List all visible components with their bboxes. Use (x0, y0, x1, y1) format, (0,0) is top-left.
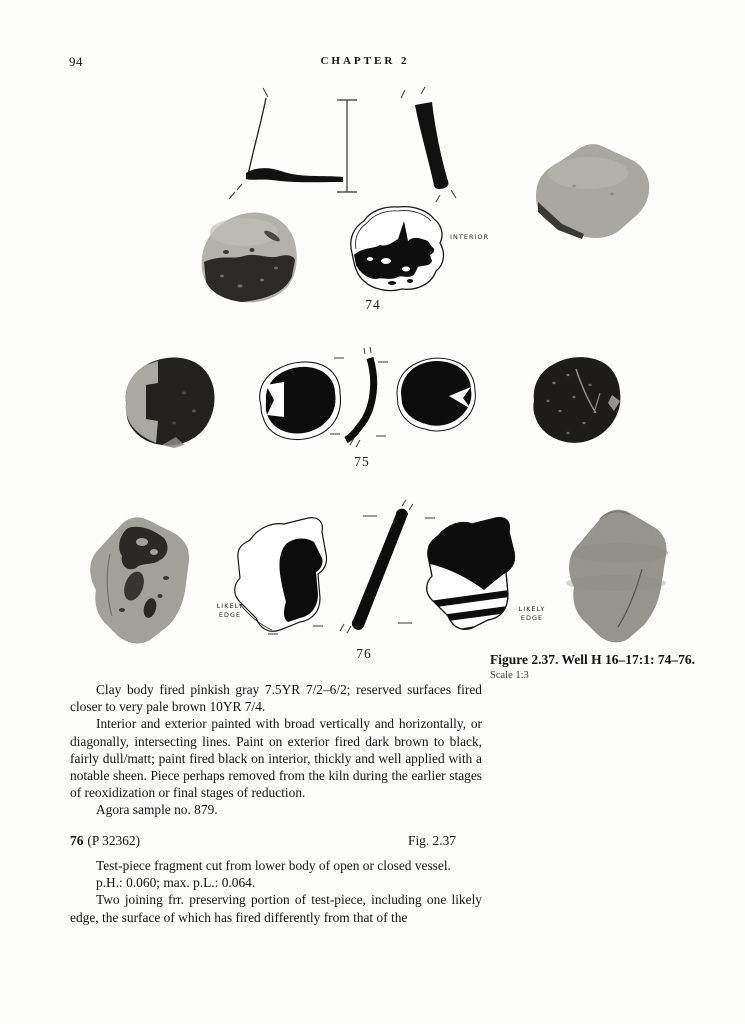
entry-paragraph-1: Test-piece fragment cut from lower body of open or closed vessel. (96, 858, 451, 873)
chapter-header: CHAPTER 2 (320, 55, 410, 67)
description-paragraph-2: Interior and exterior painted with broad vertically and horizontally, or diagonally, intersecting lines. Paint on exterior fired dark brown to black, fairly dull/matt; paint fired black on interior, thickly and well applied with a notable sheen. Piece perhaps removed from the kiln during the earlier stages of reoxidization or final stages of reduction. (70, 716, 482, 801)
catalog-entry-body (70, 857, 482, 926)
catalog-entry-number: 76 (70, 833, 84, 848)
catalog-entry-heading (70, 833, 456, 849)
sherd-74-photo-side (528, 138, 656, 246)
sherd-75-photo-left (118, 353, 216, 453)
figure-caption-title: Figure 2.37. Well H 16–17:1: 74–76. (490, 652, 695, 667)
catalog-entry-figure-ref: Fig. 2.37 (408, 833, 456, 848)
sherd-76-photo-left (76, 512, 210, 648)
likely-edge-label-right: LIKELY EDGE (518, 605, 546, 622)
entry-paragraph-2: Two joining frr. preserving portion of test-piece, including one likely edge, the surface of which has fired differently from that of the (70, 892, 482, 925)
description-paragraph-1: Clay body fired pinkish gray 7.5YR 7/2–6/2; reserved surfaces fired closer to very pale brown 10YR 7/4. (70, 682, 482, 715)
likely-edge-label-left: LIKELY EDGE (216, 602, 244, 619)
figure-item-number-76: 76 (356, 646, 372, 661)
sherd-74-section-drawing (395, 83, 465, 208)
figure-caption (490, 652, 720, 681)
sherd-74-photo-exterior (192, 206, 304, 307)
sherd-74-interior-drawing (340, 203, 452, 297)
sherd-76-photo-right (556, 503, 678, 648)
catalog-entry-inventory: (P 32362) (87, 833, 141, 848)
sherd-75-drawing-right (385, 353, 479, 441)
sherd-74-profile-drawing (185, 83, 360, 208)
description-text (70, 681, 482, 819)
entry-dimensions: p.H.: 0.060; max. p.L.: 0.064. (96, 875, 256, 891)
figure-item-number-74: 74 (365, 297, 381, 312)
description-paragraph-3: Agora sample no. 879. (96, 802, 218, 818)
sherd-75-photo-right (524, 353, 622, 449)
figure-item-number-75: 75 (354, 454, 370, 469)
sherd-75-section-drawing (328, 346, 390, 450)
interior-label: INTERIOR (450, 233, 490, 241)
catalog-entry-id (70, 833, 140, 849)
page-number: 94 (69, 54, 83, 69)
figure-caption-scale: Scale 1:3 (490, 670, 529, 681)
